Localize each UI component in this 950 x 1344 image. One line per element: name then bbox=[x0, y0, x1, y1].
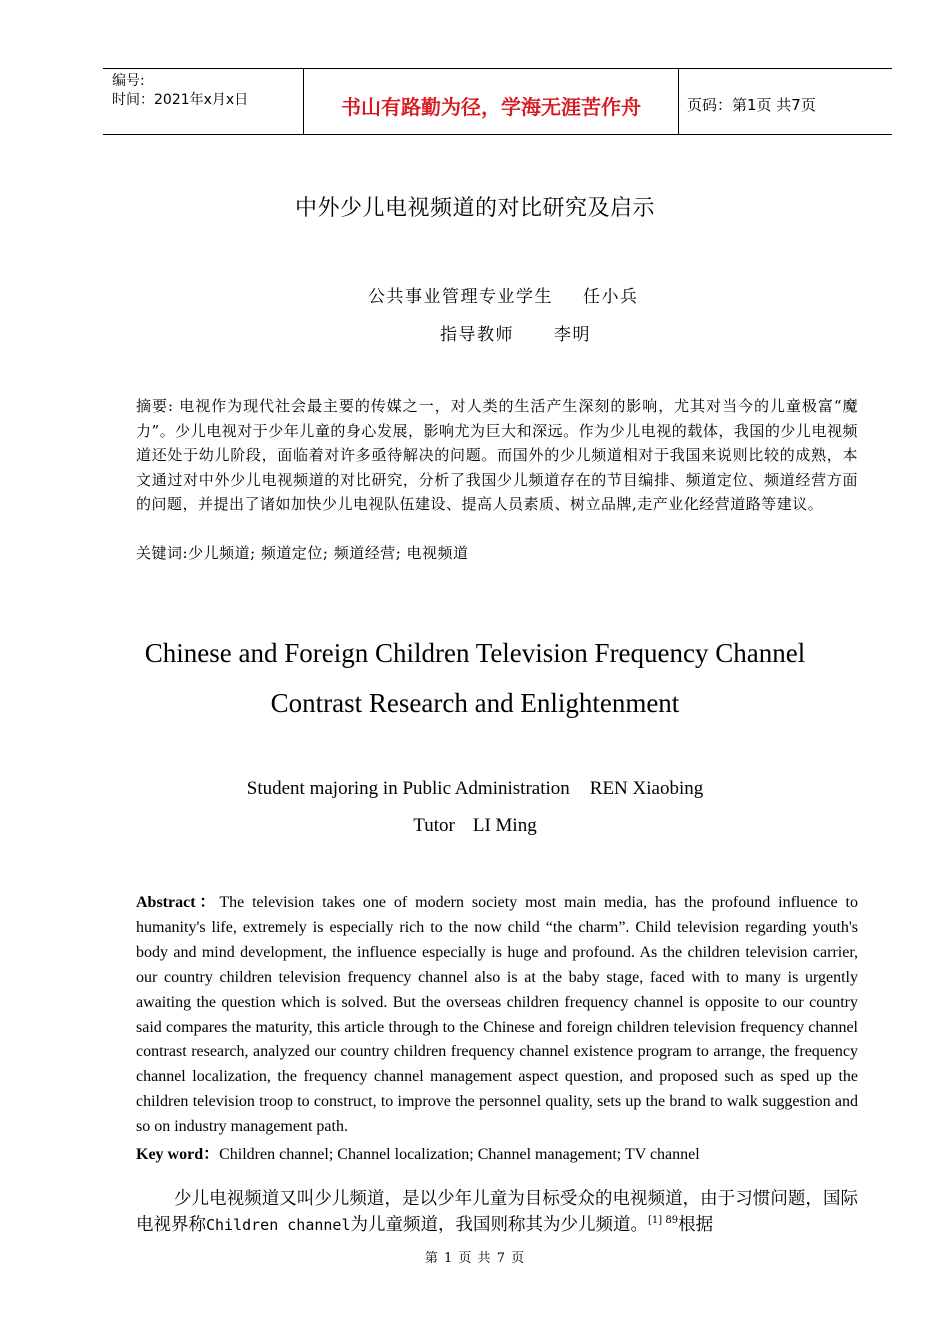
header-motto-cell bbox=[303, 69, 679, 134]
english-title bbox=[0, 628, 950, 728]
header-page-cell bbox=[677, 69, 892, 134]
chinese-keywords-text: :少儿频道; 频道定位; 频道经营; 电视频道 bbox=[182, 544, 469, 562]
english-tutor-line bbox=[0, 815, 950, 837]
english-author-name: REN Xiaobing bbox=[589, 778, 704, 799]
english-abstract-text: The television takes one of modern society most main media, has the profound influence to humanity's life, extremely is especially rich to the now child “the charm”. Child television regarding youth's body and mind development, the influence especially is huge and profound. As the children television carrier, our country children television frequency channel also is at the baby stage, faced with to many is urgently awaiting the question which is solved. But the overseas children frequency channel is opposite to our country said compares the maturity, this article through to the Chinese and foreign children television frequency channel contrast research, analyzed our country children frequency channel existence program to arrange, the frequency channel localization, the frequency channel management aspect question, and proposed such as sped up the children television troop to construct, to improve the personnel quality, sets up the brand to walk suggestion and so on industry management path. bbox=[136, 894, 858, 1136]
english-author-line bbox=[0, 778, 950, 800]
chinese-tutor-name: 李明 bbox=[554, 325, 591, 345]
chinese-title: 中外少儿电视频道的对比研究及启示 bbox=[294, 196, 655, 221]
body-paragraph bbox=[136, 1186, 858, 1238]
english-abstract-label: Abstract： bbox=[136, 894, 220, 911]
body-term: Children channel bbox=[206, 1216, 351, 1234]
english-keywords bbox=[136, 1141, 700, 1164]
english-author-role: Student majoring in Public Administration bbox=[246, 778, 570, 799]
header-motto: 书山有路勤为径，学海无涯苦作舟 bbox=[341, 95, 641, 119]
english-tutor-name: LI Ming bbox=[472, 815, 537, 836]
english-tutor-role: Tutor bbox=[413, 815, 455, 836]
body-text-c: 根据 bbox=[678, 1215, 714, 1235]
chinese-abstract bbox=[136, 394, 858, 517]
chinese-keywords bbox=[136, 542, 469, 563]
english-keywords-label: Key word： bbox=[136, 1146, 220, 1163]
chinese-tutor-role: 指导教师 bbox=[440, 325, 514, 345]
english-title-line1: Chinese and Foreign Children Television Frequency Channel bbox=[144, 638, 806, 668]
body-text-a: 少儿电视频道又叫少儿频道，是以少年儿童为目标受众的电视频道，由于习惯问题，国际电视界称 bbox=[136, 1189, 858, 1235]
header-meta-cell bbox=[103, 69, 303, 134]
chinese-author-name: 任小兵 bbox=[583, 287, 639, 307]
chinese-author-line bbox=[368, 282, 639, 307]
header-page-info: 页码：第1页 共7页 bbox=[687, 96, 816, 114]
english-abstract bbox=[136, 891, 858, 1140]
header-table bbox=[103, 68, 892, 135]
english-keywords-text: Children channel; Channel localization; Channel management; TV channel bbox=[219, 1146, 700, 1163]
document-time-label: 时间：2021年x月x日 bbox=[112, 92, 249, 108]
chinese-tutor-line bbox=[440, 320, 591, 345]
document-number-label: 编号: bbox=[112, 73, 145, 89]
body-text-b: 为儿童频道，我国则称其为少儿频道。 bbox=[350, 1215, 648, 1235]
citation-ref: [1] 89 bbox=[648, 1215, 679, 1227]
chinese-author-role: 公共事业管理专业学生 bbox=[368, 287, 553, 307]
chinese-abstract-label: 摘要 bbox=[136, 397, 168, 415]
page-footer: 第 1 页 共 7 页 bbox=[424, 1251, 526, 1266]
english-title-line2: Contrast Research and Enlightenment bbox=[270, 688, 680, 718]
chinese-abstract-text: : 电视作为现代社会最主要的传媒之一，对人类的生活产生深刻的影响，尤其对当今的儿童极富“魔力”。少儿电视对于少年儿童的身心发展，影响尤为巨大和深远。作为少儿电视的载体，我国的少儿电视频道还处于幼儿阶段，面临着对许多亟待解决的问题。而国外的少儿频道相对于我国来说则比较的成熟，本文通过对中外少儿电视频道的对比研究，分析了我国少儿频道存在的节目编排、频道定位、频道经营方面的问题，并提出了诸如加快少儿电视队伍建设、提高人员素质、树立品牌,走产业化经营道路等建议。 bbox=[136, 397, 858, 513]
chinese-keywords-label: 关键词 bbox=[136, 544, 183, 562]
